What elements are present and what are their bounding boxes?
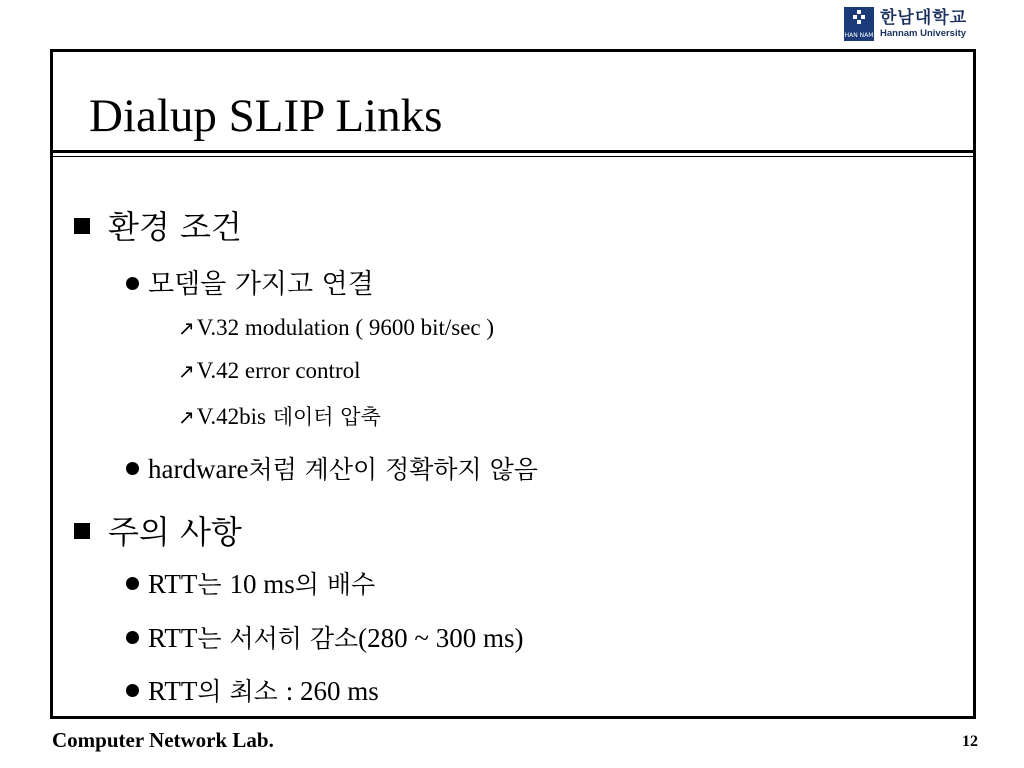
round-bullet-icon [126, 577, 139, 590]
bullet-text-en-2: : 260 ms [285, 676, 379, 706]
north-east-arrow-icon: ↗ [178, 405, 195, 429]
bullet-text-ko-2: 의 배수 [294, 570, 376, 599]
bullet-list [53, 52, 973, 716]
logo-emblem-icon [844, 7, 874, 41]
university-logo [844, 6, 984, 42]
logo-name-english: Hannam University [880, 28, 967, 39]
round-bullet-icon [126, 631, 139, 644]
bullet-text: 환경 조건 [108, 208, 242, 246]
bullet-text-ko: 의 최소 [197, 677, 286, 706]
bullet-text: 모뎀을 가지고 연결 [148, 269, 374, 300]
bullet-text: V.32 modulation ( 9600 bit/sec ) [196, 315, 495, 340]
bullet-rtt-decrease [126, 619, 524, 655]
page-number: 12 [962, 733, 978, 750]
logo-name-korean: 한남대학교 [880, 8, 968, 28]
bullet-text-en-2: 10 ms [229, 569, 295, 599]
bullet-text-ko: 는 [197, 570, 230, 599]
bullet-hardware-inaccuracy [126, 450, 538, 486]
slide-title: Dialup SLIP Links [89, 90, 443, 142]
slide-frame [50, 49, 976, 719]
north-east-arrow-icon: ↗ [178, 316, 195, 340]
bullet-rtt-multiple [126, 565, 375, 601]
round-bullet-icon [126, 684, 139, 697]
bullet-environment-conditions [74, 202, 242, 248]
bullet-v32-modulation [178, 315, 494, 341]
logo-mark-text: HAN NAM [844, 32, 874, 39]
square-bullet-icon [74, 218, 90, 234]
bullet-text-en: RTT [148, 623, 198, 653]
bullet-text: 주의 사항 [108, 513, 242, 551]
bullet-text-en: RTT [148, 676, 198, 706]
bullet-text-ko: 데이터 압축 [266, 405, 381, 429]
bullet-cautions [74, 507, 242, 553]
north-east-arrow-icon: ↗ [178, 359, 195, 383]
square-bullet-icon [74, 523, 90, 539]
bullet-v42bis-compression [178, 401, 381, 431]
bullet-text-en: hardware [148, 454, 249, 484]
bullet-text-ko: 는 서서히 감소 [197, 624, 359, 653]
bullet-text-ko: 처럼 계산이 정확하지 않음 [248, 455, 538, 484]
bullet-v42-error-control [178, 358, 361, 384]
bullet-text-en: V.42bis [196, 404, 267, 429]
bullet-modem-connection [126, 262, 374, 301]
bullet-text-en-2: (280 ~ 300 ms) [358, 623, 524, 653]
round-bullet-icon [126, 277, 139, 290]
bullet-rtt-minimum [126, 672, 379, 708]
bullet-text-en: RTT [148, 569, 198, 599]
round-bullet-icon [126, 462, 139, 475]
footer-lab-name: Computer Network Lab. [52, 728, 274, 752]
bullet-text: V.42 error control [196, 358, 361, 383]
